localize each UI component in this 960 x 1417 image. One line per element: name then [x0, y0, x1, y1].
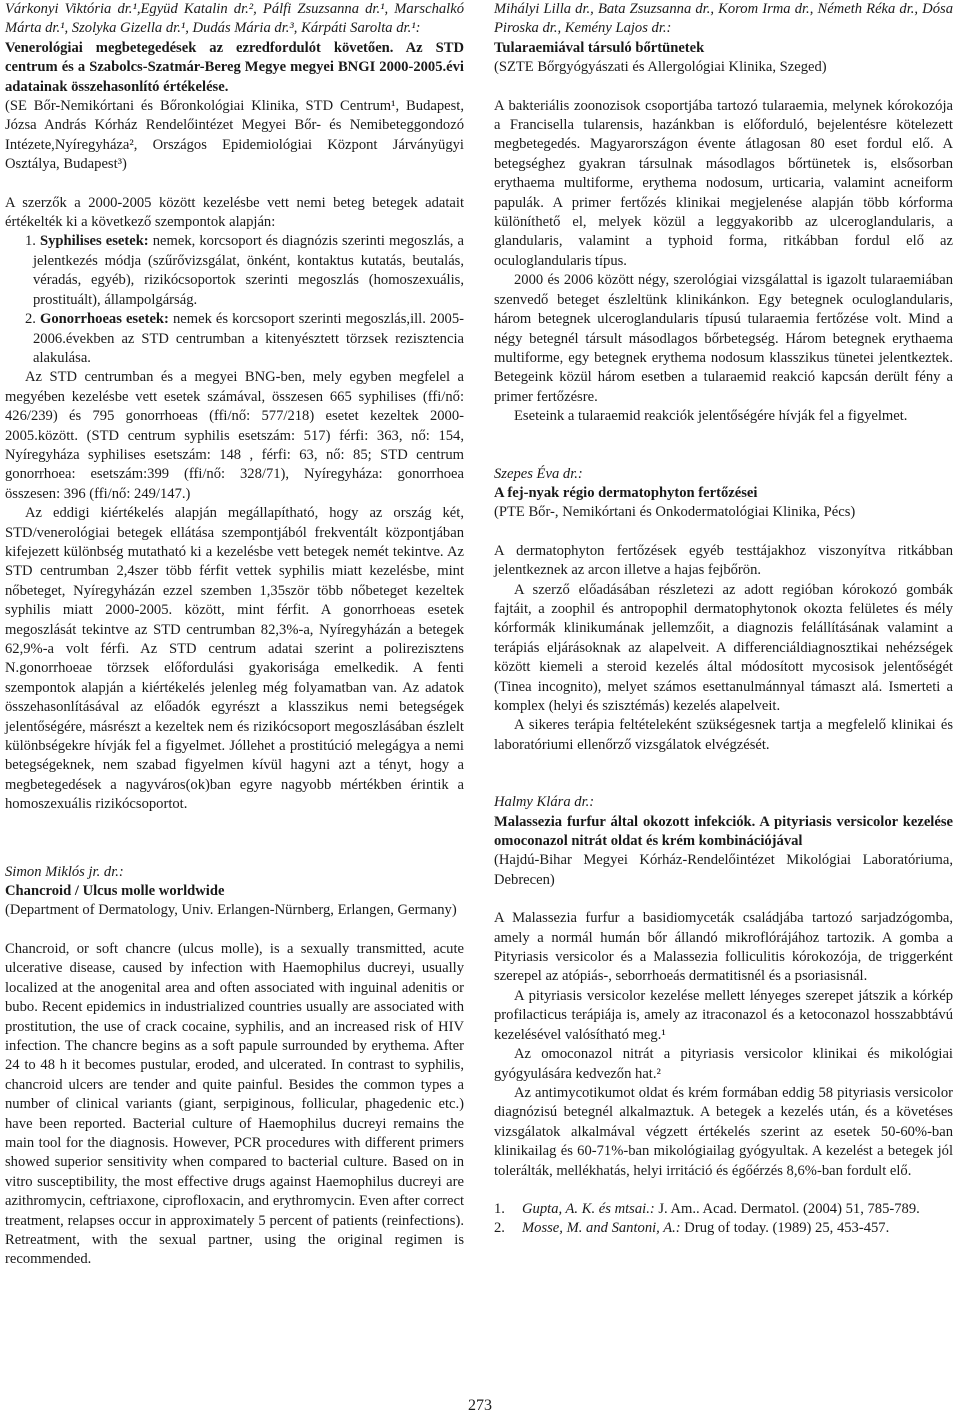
- article-authors: Mihályi Lilla dr., Bata Zsuzsanna dr., Korom Irma dr., Németh Réka dr., Dósa Piroska dr., Kemény Lajos dr.:: [494, 1, 953, 37]
- reference-number: 2.: [494, 1220, 505, 1237]
- article-chancroid: [5, 863, 464, 1270]
- article-title: Chancroid / Ulcus molle worldwide: [5, 883, 225, 900]
- left-column: [5, 0, 464, 1270]
- article-venerologia: [5, 0, 464, 815]
- article-paragraph: A dermatophyton fertőzések egyéb testtájakhoz viszonyítva ritkábban jelentkeznek az arcon illetve a hajas fejbőrön.: [494, 542, 953, 579]
- article-paragraph: A sikeres terápia feltételeként szükségesnek tartja a megfelelő klinikai és laboratóriumi ellenőrző vizsgálatok elvégzését.: [494, 717, 953, 753]
- article-authors: Halmy Klára dr.:: [494, 794, 595, 811]
- article-authors: Szepes Éva dr.:: [494, 465, 583, 482]
- article-paragraph: Az STD centrumban és a megyei BNG-ben, mely egyben megfelel a megyében kezelésbe vett esetek számával, összesen 665 syphilises (ffi/nő: 426/239) és 795 gonorrhoeas (ffi/nő: 577/218) esetet kezeltek 2000-2005.között. (STD centrum syphilis esetszám: 517) férfi: 363, nő: 154, Nyíregyháza syphilises esetszám: 148 , férfi: 63, nő: 85; STD centrum gonorrhoea: esetszám:399 (ffi/nő: 328/71), Nyíregyháza: gonorrhoea összesen: 396 (ffi/nő: 249/147.): [5, 369, 464, 502]
- list-term: Gonorrhoeas esetek:: [40, 311, 169, 328]
- list-text: nemek, korcsoport és diagnózis szerinti megoszlás, a jelentkezés módja (szűrővizsgálat, önként, kontaktus kutatás, beutalás, véradás, egyéb), rizikócsoportok szerinti megoszlás (homoszexuális, prostituált), állampolgárság.: [33, 233, 464, 308]
- article-affiliation: (Hajdú-Bihar Megyei Kórház-Rendelőintézet Mikológiai Laboratóriuma, Debrecen): [494, 852, 953, 888]
- article-paragraph: 2000 és 2006 között négy, szerológiai vizsgálattal is igazolt tularaemiában szenvedő beteget észleltünk klinikánkon. Egy betegnek oculoglandularis, három betegnek ulceroglandularis típusú tularaemia fertőzése volt. Mind a négy betegnél társult másodlagos bőrbetegség. Három betegnek erythaema multiforme, egy betegnek erythema nodosum klasszikus tünetei jelentkeztek. Betegeink közül három esetben a tularaemid reakció kapcsán derült fény a primer fertőzésre.: [494, 272, 953, 405]
- article-paragraph: Az eddigi kiértékelés alapján megállapítható, hogy az ország két, STD/venerológiai betegek ellátása szempontjából frekventált központjában kifejezett különbség mutatható ki a kezelésbe vett betegek nemét tekintve. Az STD centrumban 2,4szer több férfit vettek syphilis miatt kezelésbe, mint nőbeteget, Nyíregyházán ezzel szemben 1,35ször több nőbeteget kezeltek syphilis miatt 2000-2005. között, mint férfit. A gonorrhoeas esetek megoszlását tekintve az STD centrumban 82,3%-a, Nyíregyházán a betegek 62,9%-a volt férfi. Az STD centrum adatai szerint a polirezisztens N.gonorrhoeae törzsek előfordulási gyakorisága emelkedik. A fenti szempontok alapján a kiértékelés jelenleg még folyamatban van. Az adatok összehasonlításával az előadók egyrészt a klasszikus nemi betegségek jelentőségére, másrészt a kezeltek nem és rizikócsoport megoszlásában észlelt különbségekre hívják fel a figyelmet. Jóllehet a prostitúció melegágya a nemi betegségeknek, nem szabad figyelmen kívül hagyni azt a tényt, hogy a megbetegedések a nagyváros(ok)ban egyre nagyobb mértékben érintik a homoszexuális rizikócsoportot.: [5, 505, 464, 813]
- article-intro: A szerzők a 2000-2005 között kezelésbe vett nemi beteg betegek adatait értékelték ki a következő szempontok alapján:: [5, 194, 464, 231]
- article-paragraph: A szerző előadásában részletezi az adott regióban kórokozó gombák fajtáit, a zoophil és antropophil dermatophytonok okozta felületes és mély kórformák klinikumának jellemzőit, a diagnozis felállításának valamint a terápiás eljárásoknak az alapelveit. A differenciáldiagnosztikai nehézségek között kiemeli a steroid kezelés által módosított mycosisok jelentőségét (Tinea incognito), melyet számos esettanulmánnyal támaszt alá. Ismerteti a komplex (helyi és szisztémás) kezelés alapelveit.: [494, 581, 953, 714]
- reference-authors: Mosse, M. and Santoni, A.:: [522, 1220, 681, 1237]
- article-affiliation: (PTE Bőr-, Nemikórtani és Onkodermatológiai Klinika, Pécs): [494, 504, 856, 521]
- list-text: nemek és korcsoport szerinti megoszlás,ill. 2005-2006.években az STD centrumban a kitenyésztett törzsek rezisztencia alakulása.: [33, 311, 464, 366]
- article-paragraph: Az omoconazol nitrát a pityriasis versicolor klinikai és mikológiai gyógyulására kedvezőn hat.²: [494, 1046, 953, 1082]
- article-paragraph: A Malassezia furfur a basidiomyceták családjába tartozó sarjadzógomba, amely a normál humán bőr állandó mikroflórájához tartozik. A gomba a Pityriasis versicolor és a Malassezia folliculitis kórokozója, de triggerként szerepel az atópiás-, seborrhoeás dermatitisnél és a psoriasisnál.: [494, 910, 953, 985]
- article-title: Venerológiai megbetegedések az ezredfordulót követően. Az STD centrum és a Szabolcs-Szatmár-Bereg Megye megyei BNGI 2000-2005.évi adatainak összehasonlító értékelése.: [5, 39, 464, 95]
- article-title: Malassezia furfur által okozott infekciók. A pityriasis versicolor kezelése omoconazol nitrát oldat és krém kombinációjával: [494, 813, 953, 850]
- article-affiliation: (SZTE Bőrgyógyászati és Allergológiai Klinika, Szeged): [494, 59, 827, 76]
- list-term: Syphilises esetek:: [40, 233, 149, 250]
- article-affiliation: (SE Bőr-Nemikórtani és Bőronkológiai Klinika, STD Centrum¹, Budapest, Józsa András Kórház Rendelőintézet Megyei Bőr- és Nemibeteggondozó Intézete,Nyíregyháza², Országos Epidemiológiai Központ Járványügyi Osztálya, Budapest³): [5, 98, 464, 173]
- article-paragraph: A pityriasis versicolor kezelése mellett lényeges szerepet játszik a kórkép profilacticus terápiája is, amely az itraconazol és a ketoconazol hosszabbtávú kezelésével valósítható meg.¹: [494, 987, 953, 1043]
- right-column: [494, 0, 953, 1239]
- article-title: A fej-nyak régio dermatophyton fertőzései: [494, 484, 758, 501]
- reference-source: J. Am.. Acad. Dermatol. (2004) 51, 785-789.: [654, 1200, 920, 1217]
- reference-item: [494, 1219, 953, 1238]
- reference-body: [522, 1219, 953, 1238]
- article-title: Tularaemiával társuló bőrtünetek: [494, 39, 705, 56]
- article-paragraph: Chancroid, or soft chancre (ulcus molle), is a sexually transmitted, acute ulcerative disease, caused by infection with Haemophilus ducreyi, usually localized at the anogenital area and often associated with inguinal adenitis or bubo. Recent epidemics in industrialized countries usually are associated with prostitution, the use of crack cocaine, syphilis, and an increased risk of HIV infection. The chancre begins as a soft papule surrounded by erythema. After 24 to 48 h it becomes pustular, eroded, and ulcerated. In contrast to syphilis, chancroid ulcers are tender and quite painful. Besides the common types a number of clinical variants (giant, serpiginous, follicular, phagedenic etc.) have been reported. Bacterial culture of Haemophilus ducreyi remains the main tool for the diagnosis. However, PCR procedures with different primers showed superior sensitivity when compared to bacterial culture. Based on in vitro susceptibility, the most effective drugs against Haemophilus ducreyi are azithromycin, ceftriaxone, ciprofloxacin, and erythromycin. Even after correct treatment, relapses occur in approximately 5 percent of patients (reinfections). Retreatment, with the sexual partner, using the original regimen is recommended.: [5, 940, 464, 1268]
- list-item: [5, 232, 464, 310]
- article-tularaemia: [494, 0, 953, 427]
- reference-source: Drug of today. (1989) 25, 453-457.: [680, 1220, 890, 1237]
- article-dermatophyton: [494, 465, 953, 756]
- article-authors: Várkonyi Viktória dr.¹,Együd Katalin dr.², Pálfi Zsuzsanna dr.¹, Marschalkó Márta dr.¹, Szolyka Gizella dr.¹, Dudás Mária dr.³, Kárpáti Sarolta dr.¹:: [5, 1, 464, 37]
- article-authors: Simon Miklós jr. dr.:: [5, 863, 124, 880]
- list-item: [5, 310, 464, 368]
- page-number: 273: [468, 1397, 492, 1414]
- article-paragraph: A bakteriális zoonozisok csoportjába tartozó tularaemia, melynek kórokozója a Francisella tularensis, hazánkban is előforduló, bejelentésre kötelezett megbetegedés. Magyarországon évente átlagosan 80 eset fordul elő. A betegséghez gyakran társulnak másodlagos bőrtünetek is, elsősorban erythaema multiforme, erythema nodosum, urticaria, valamint acneiform papulák. A primer fertőzés klinikai megjelenése alapján több kórforma különíthető el, melyek közül a leggyakoribb az ulceroglandularis, a glandularis, valamint a typhoid forma, ritkábban fordul elő az oculoglandularis típus.: [494, 97, 953, 269]
- reference-number: 1.: [494, 1200, 505, 1217]
- reference-body: [522, 1200, 953, 1219]
- article-affiliation: (Department of Dermatology, Univ. Erlangen-Nürnberg, Erlangen, Germany): [5, 902, 457, 919]
- article-paragraph: Az antimycotikumot oldat és krém formában eddig 58 pityriasis versicolor diagnózisú betegnél alkalmaztuk. A betegek a kezelés után, és a követéses vizsgálatok alkalmával végzett értékelés szerint az esetek 50-60%-ban klinikailag és 60-71%-ban mikológiailag gyógyultak. A kezelést a betegek jól tolerálták, mellékhatás, helyi irritáció és égőérzés 8,6%-ban fordult elő.: [494, 1084, 953, 1179]
- reference-item: [494, 1200, 953, 1219]
- list-number: 1.: [25, 233, 36, 250]
- reference-authors: Gupta, A. K. és mtsai.:: [522, 1200, 655, 1217]
- list-number: 2.: [25, 311, 36, 328]
- article-malassezia: [494, 793, 953, 1239]
- article-paragraph: Eseteink a tularaemid reakciók jelentőségére hívják fel a figyelmet.: [514, 408, 908, 425]
